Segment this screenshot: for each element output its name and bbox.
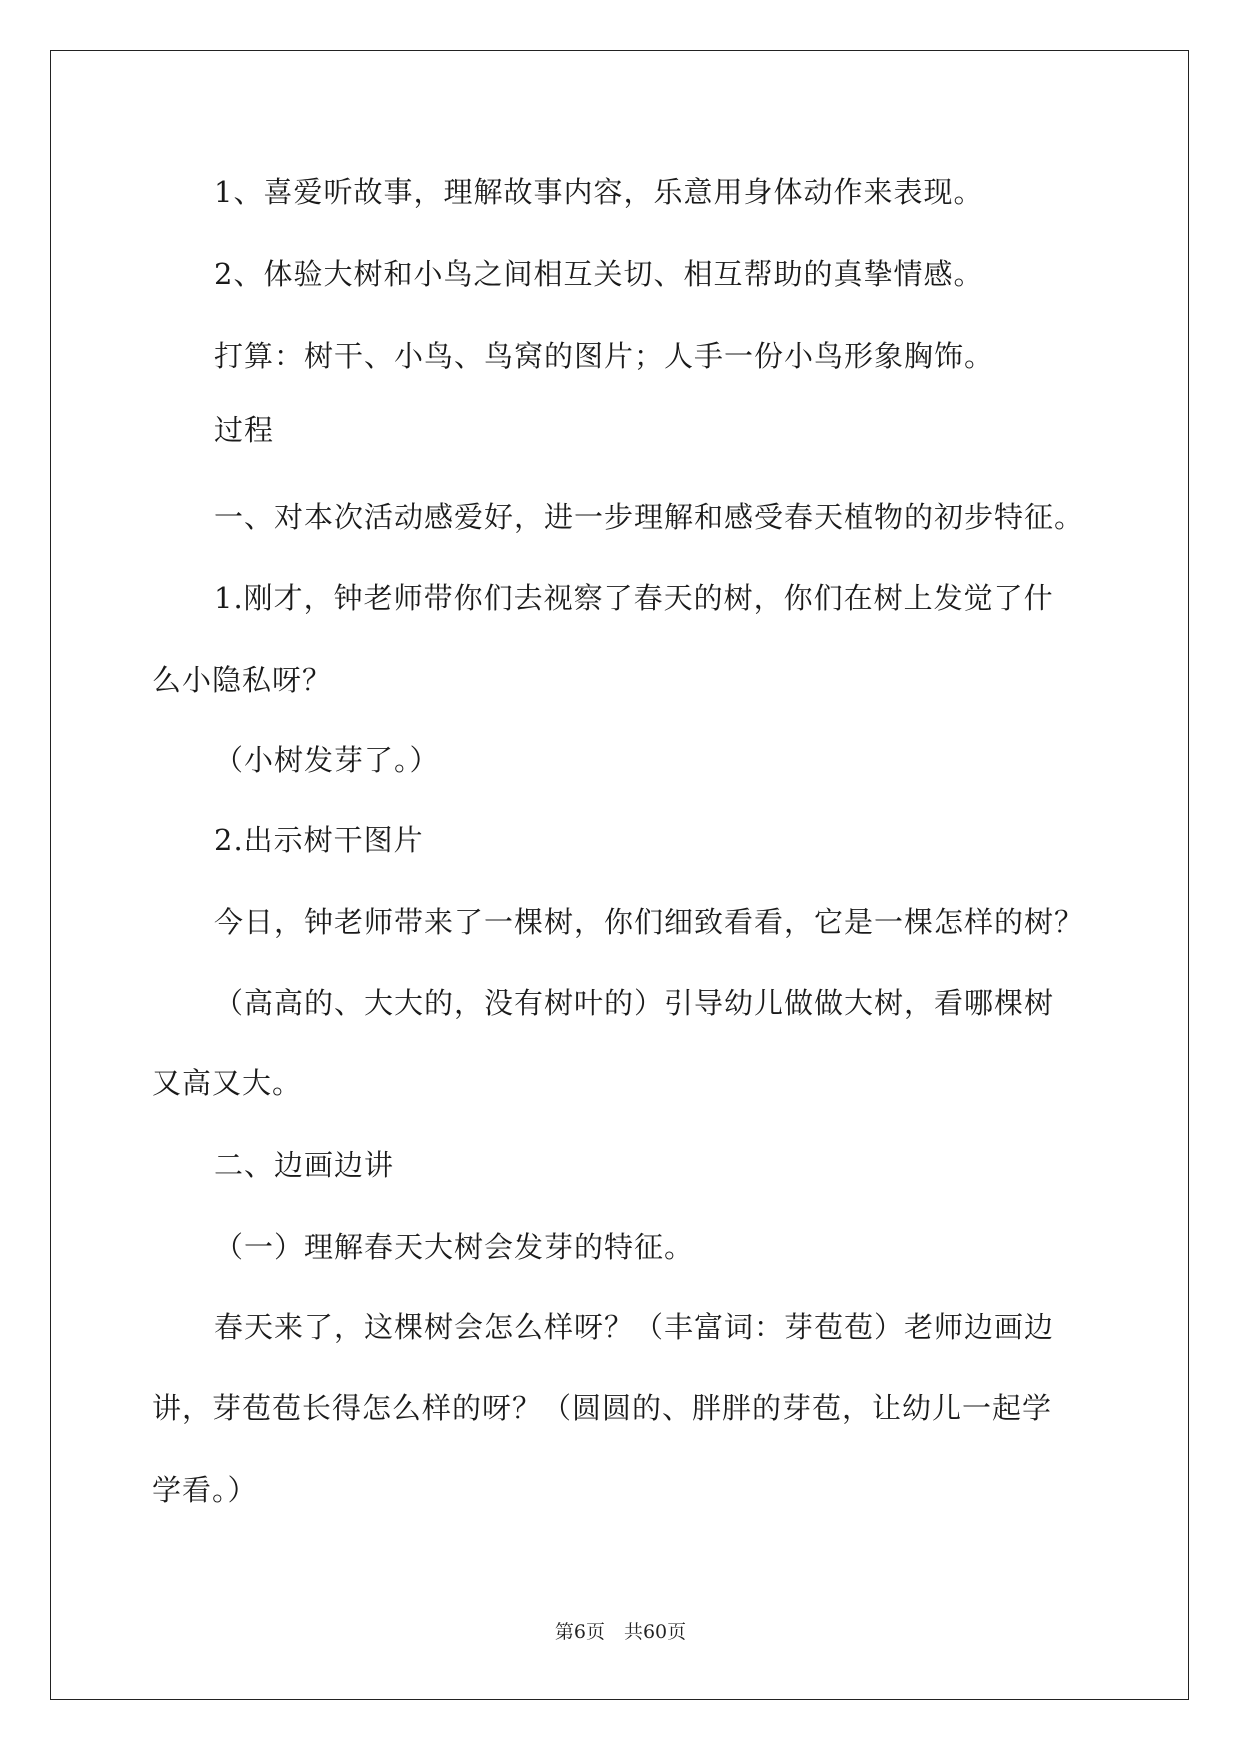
section-heading: （一）理解春天大树会发芽的特征。 [214, 1230, 695, 1264]
paragraph-line: （高高的、大大的，没有树叶的）引导幼儿做做大树，看哪棵树 [214, 986, 1055, 1020]
section-heading: 一、对本次活动感爱好，进一步理解和感受春天植物的初步特征。 [214, 500, 1085, 534]
paragraph-line: 2、体验大树和小鸟之间相互关切、相互帮助的真挚情感。 [214, 257, 984, 291]
paragraph-line: （小树发芽了。） [214, 743, 440, 777]
page-number: 第6页 共60页 [554, 1621, 687, 1643]
paragraph-line: 又高又大。 [152, 1066, 303, 1100]
paragraph-line: 春天来了，这棵树会怎么样呀？（丰富词：芽苞苞）老师边画边 [214, 1310, 1055, 1344]
paragraph-line: 学看。） [152, 1473, 258, 1507]
paragraph-line: 打算：树干、小鸟、鸟窝的图片；人手一份小鸟形象胸饰。 [214, 339, 995, 373]
section-heading: 二、边画边讲 [214, 1148, 395, 1182]
paragraph-line: 1.刚才，钟老师带你们去视察了春天的树，你们在树上发觉了什 [214, 581, 1054, 615]
page-border [50, 50, 1189, 1700]
paragraph-line: 1、喜爱听故事，理解故事内容，乐意用身体动作来表现。 [214, 175, 984, 209]
paragraph-line: 2.出示树干图片 [214, 823, 424, 857]
paragraph-line: 讲，芽苞苞长得怎么样的呀？（圆圆的、胖胖的芽苞，让幼儿一起学 [152, 1391, 1053, 1425]
paragraph-line: 今日，钟老师带来了一棵树，你们细致看看，它是一棵怎样的树？ [214, 905, 1085, 939]
section-heading: 过程 [214, 413, 275, 447]
page-footer [0, 1620, 1241, 1644]
paragraph-line: 么小隐私呀？ [152, 663, 333, 697]
